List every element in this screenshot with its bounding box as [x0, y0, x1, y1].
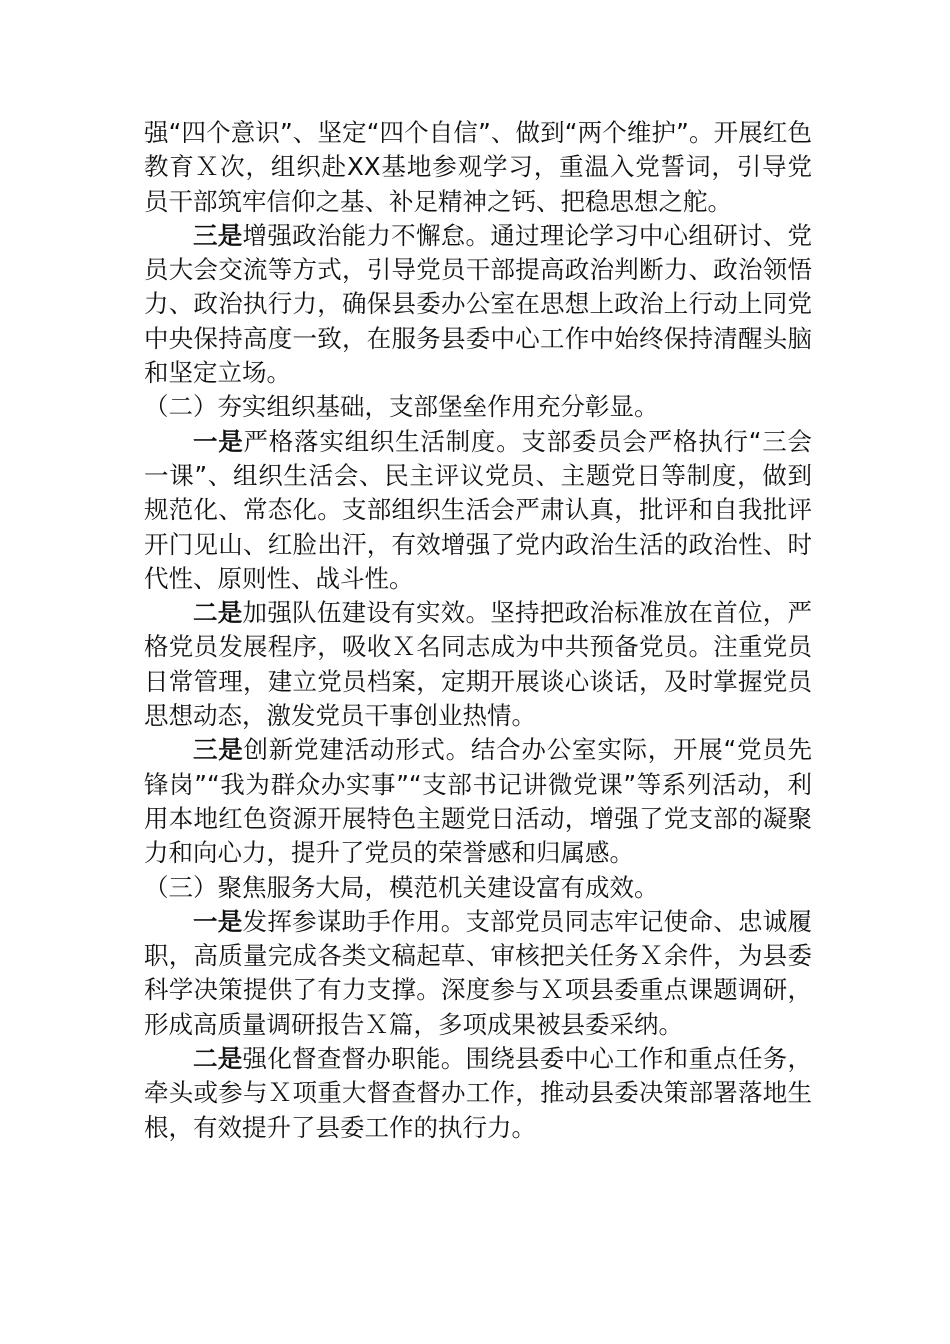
paragraph-item	[144, 1042, 812, 1145]
item-lead: 一是	[193, 906, 243, 936]
paragraph-item	[144, 905, 812, 1042]
paragraph-item	[144, 596, 812, 733]
item-text: 严格落实组织生活制度。支部委员会严格执行“三会一课”、组织生活会、民主评议党员、主题党日等制度，做到规范化、常态化。支部组织生活会严肃认真，批评和自我批评开门见山、红脸出汗，有效增强了党内政治生活的政治性、时代性、原则性、战斗性。	[144, 426, 812, 593]
document-body	[144, 116, 812, 1145]
item-lead: 二是	[193, 1044, 243, 1074]
paragraph-item	[144, 425, 812, 596]
item-text: 增强政治能力不懈怠。通过理论学习中心组研讨、党员大会交流等方式，引导党员干部提高政治判断力、政治领悟力、政治执行力，确保县委办公室在思想上政治上行动上同党中央保持高度一致，在服务县委中心工作中始终保持清醒头脑和坚定立场。	[144, 220, 813, 388]
paragraph-continuation: 强“四个意识”、坚定“四个自信”、做到“两个维护”。开展红色教育Ｘ次，组织赴XX基地参观学习，重温入党誓词，引导党员干部筑牢信仰之基、补足精神之钙、把稳思想之舵。	[144, 118, 812, 216]
item-lead: 三是	[193, 220, 243, 250]
item-text: 发挥参谋助手作用。支部党员同志牢记使命、忠诚履职，高质量完成各类文稿起草、审核把关任务Ｘ余件，为县委科学决策提供了有力支撑。深度参与Ｘ项县委重点课题调研，形成高质量调研报告Ｘ篇，多项成果被县委采纳。	[144, 906, 813, 1039]
item-lead: 三是	[193, 735, 244, 765]
section-heading: （二）夯实组织基础，支部堡垒作用充分彰显。	[144, 392, 659, 422]
item-lead: 二是	[193, 598, 243, 628]
item-text: 加强队伍建设有实效。坚持把政治标准放在首位，严格党员发展程序，吸收Ｘ名同志成为中共预备党员。注重党员日常管理，建立党员档案，定期开展谈心谈话，及时掌握党员思想动态，激发党员干事创业热情。	[144, 598, 813, 731]
item-text: 强化督查督办职能。围绕县委中心工作和重点任务，牵头或参与Ｘ项重大督查督办工作，推动县委决策部署落地生根，有效提升了县委工作的执行力。	[144, 1044, 813, 1142]
section-heading: （三）聚焦服务大局，模范机关建设富有成效。	[144, 872, 659, 902]
item-text: 创新党建活动形式。结合办公室实际，开展“党员先锋岗”“我为群众办实事”“支部书记讲微党课”等系列活动，利用本地红色资源开展特色主题党日活动，增强了党支部的凝聚力和向心力，提升了党员的荣誉感和归属感。	[144, 735, 812, 868]
item-lead: 一是	[193, 426, 244, 456]
paragraph-item	[144, 219, 812, 390]
paragraph-item	[144, 733, 812, 870]
